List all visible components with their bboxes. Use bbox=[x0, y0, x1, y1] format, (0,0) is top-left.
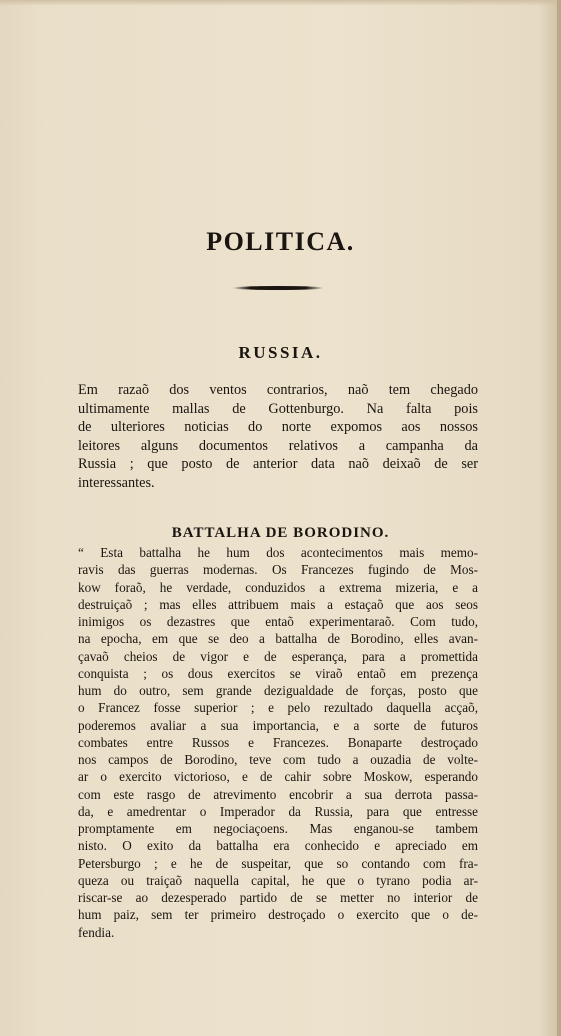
body-line: Petersburgo ; e he de suspeitar, que so contando com fra- bbox=[78, 855, 478, 871]
intro-paragraph bbox=[78, 381, 478, 493]
page-title: POLITICA. bbox=[206, 227, 355, 257]
intro-line: ultimamente mallas de Gottenburgo. Na falta pois bbox=[78, 400, 478, 417]
body-line: o Francez fosse superior ; e pelo rezultado daquella acçaõ, bbox=[78, 700, 478, 716]
body-line: nisto. O exito da battalha era conhecido e apreciado em bbox=[78, 838, 478, 854]
body-line: hum do outro, sem grande dezigualdade de forças, posto que bbox=[78, 683, 478, 698]
body-line: çavaõ cheios de vigor e de esperança, para a promettida bbox=[78, 648, 478, 664]
intro-line: interessantes. bbox=[78, 474, 155, 491]
page-top-shadow bbox=[0, 0, 561, 6]
body-line: “ Esta battalha he hum dos acontecimentos mais memo- bbox=[78, 545, 478, 560]
intro-line: de ulteriores noticias do norte expomos aos nossos bbox=[78, 419, 478, 436]
body-line: conquista ; os dous exercitos se viraõ entaõ em prezença bbox=[78, 665, 478, 681]
body-line: na epocha, em que se deo a battalha de Borodino, elles avan- bbox=[78, 631, 478, 647]
body-line: poderemos avaliar a sua importancia, e a sorte de futuros bbox=[78, 717, 478, 733]
body-line: kow foraõ, he verdade, conduzidos a extrema mizeria, e a bbox=[78, 579, 478, 595]
body-line: ravis das guerras modernas. Os Francezes fugindo de Mos- bbox=[78, 562, 478, 578]
body-line: nos campos de Borodino, teve com tudo a ouzadia de volte- bbox=[78, 752, 478, 767]
intro-line: Russia ; que posto de anterior data naõ deixaõ de ser bbox=[78, 456, 478, 473]
body-line: combates entre Russos e Francezes. Bonaparte destroçado bbox=[78, 734, 478, 750]
subheading: BATTALHA DE BORODINO. bbox=[171, 525, 390, 541]
page-edge bbox=[557, 0, 561, 1036]
body-line: ar o exercito victorioso, e de cahir sobre Moskow, esperando bbox=[78, 769, 478, 785]
body-line: promptamente em negociaçoens. Mas enganou-se tambem bbox=[78, 821, 478, 836]
body-line: com este rasgo de atrevimento encobrir a sua derrota passa- bbox=[78, 786, 478, 802]
ornamental-rule bbox=[232, 286, 324, 290]
body-line: inimigos os dezastres que entaõ experimentaraõ. Com tudo, bbox=[78, 614, 478, 629]
body-line: destruiçaõ ; mas elles attribuem mais a estaçaõ que aos seos bbox=[78, 596, 478, 612]
body-line: hum paiz, sem ter primeiro destroçado o exercito que o de- bbox=[78, 907, 478, 923]
body-paragraph bbox=[78, 544, 478, 941]
intro-line: leitores alguns documentos relativos a campanha da bbox=[78, 437, 478, 454]
body-line: riscar-se ao dezesperado partido de se metter no interior de bbox=[78, 890, 478, 905]
body-line: da, e amedrentar o Imperador da Russia, para que entresse bbox=[78, 803, 478, 819]
section-heading: RUSSIA. bbox=[238, 343, 323, 363]
body-line: queza ou traiçaõ naquella capital, he que o tyrano podia ar- bbox=[78, 872, 478, 888]
intro-line: Em razaõ dos ventos contrarios, naõ tem chegado bbox=[78, 382, 478, 398]
body-line: fendia. bbox=[78, 924, 115, 940]
